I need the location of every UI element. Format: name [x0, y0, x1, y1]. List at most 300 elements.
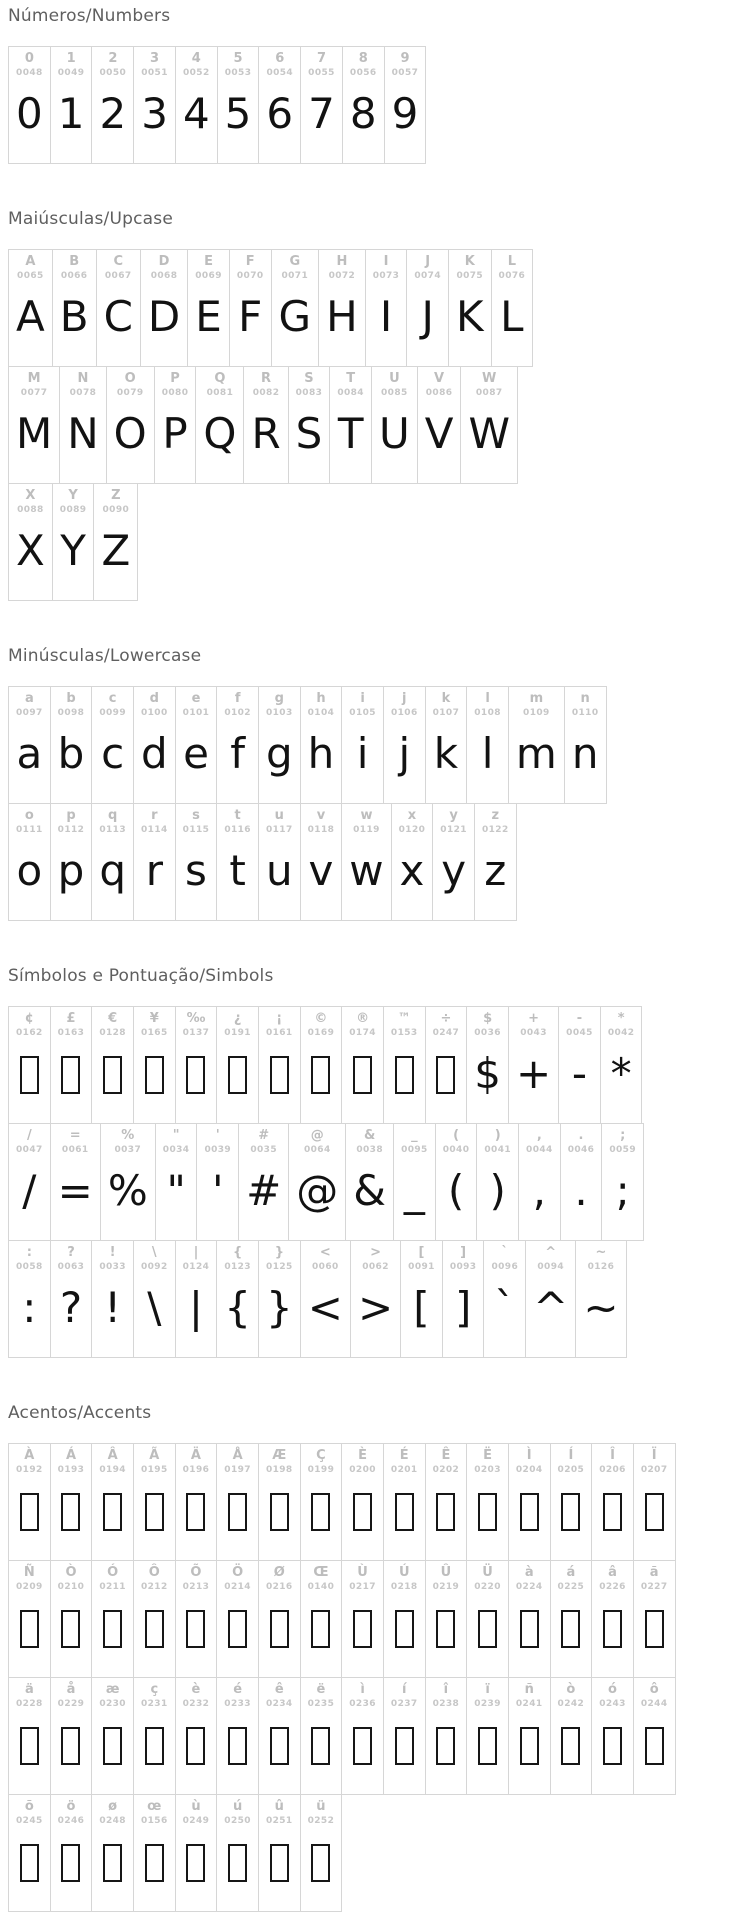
glyph-cell	[342, 46, 385, 164]
cell-glyph: L	[500, 291, 524, 341]
missing-glyph-box	[561, 1493, 580, 1531]
cell-glyph: p	[57, 845, 85, 895]
cell-ref-char: Ó	[107, 1565, 119, 1580]
missing-glyph-box	[311, 1056, 330, 1094]
cell-unicode: 0246	[57, 1816, 85, 1826]
section-lowercase	[8, 646, 722, 921]
cell-unicode: 0083	[295, 388, 323, 398]
cell-ref-char: (	[453, 1128, 460, 1143]
cell-ref-char: ô	[649, 1682, 659, 1697]
glyph-cell	[591, 1677, 634, 1795]
cell-glyph: Q	[203, 408, 237, 458]
cell-glyph: O	[113, 408, 147, 458]
cell-ref-char: £	[66, 1011, 76, 1026]
glyph-cell	[601, 1123, 644, 1241]
cell-glyph: =	[57, 1165, 93, 1215]
cell-glyph: f	[230, 728, 246, 778]
cell-ref-char: N	[77, 371, 89, 386]
glyph-cell	[175, 1794, 218, 1912]
glyph-cell	[575, 1240, 626, 1358]
glyph-cell	[300, 1794, 343, 1912]
cell-unicode: 0050	[99, 68, 127, 78]
cell-ref-char: ¿	[233, 1011, 242, 1026]
missing-glyph-box	[20, 1727, 39, 1765]
missing-glyph-box	[228, 1844, 247, 1882]
glyph-cell	[258, 1560, 301, 1678]
cell-ref-char: Ë	[483, 1448, 492, 1463]
glyph-row	[8, 1006, 722, 1124]
cell-unicode: 0046	[567, 1145, 595, 1155]
missing-glyph-box	[20, 1056, 39, 1094]
glyph-cell	[238, 1123, 289, 1241]
cell-ref-char: S	[304, 371, 314, 386]
glyph-cell	[600, 1006, 643, 1124]
cell-unicode: 0063	[57, 1262, 85, 1272]
cell-unicode: 0174	[349, 1028, 376, 1038]
cell-unicode: 0048	[16, 68, 43, 78]
glyph-cell	[491, 249, 534, 367]
cell-ref-char: ®	[356, 1011, 370, 1026]
cell-unicode: 0230	[99, 1699, 126, 1709]
cell-glyph: 3	[141, 88, 168, 138]
cell-ref-char: U	[389, 371, 400, 386]
cell-unicode: 0212	[140, 1582, 168, 1592]
cell-unicode: 0251	[265, 1816, 293, 1826]
cell-unicode: 0042	[607, 1028, 635, 1038]
glyph-cell	[345, 1123, 394, 1241]
glyph-row	[8, 1443, 722, 1561]
cell-ref-char: Ä	[190, 1448, 201, 1463]
cell-unicode: 0115	[182, 825, 210, 835]
glyph-cell	[8, 1240, 51, 1358]
cell-unicode: 0077	[20, 388, 48, 398]
glyph-cell	[140, 249, 188, 367]
cell-unicode: 0081	[206, 388, 234, 398]
glyph-cell	[258, 686, 301, 804]
cell-ref-char: Å	[232, 1448, 243, 1463]
glyph-row	[8, 803, 722, 921]
cell-unicode: 0242	[557, 1699, 585, 1709]
cell-ref-char: B	[69, 254, 80, 269]
missing-glyph-box	[353, 1727, 372, 1765]
glyph-cell	[425, 1677, 468, 1795]
missing-glyph-box	[103, 1727, 122, 1765]
glyph-cell	[258, 1240, 301, 1358]
cell-ref-char: p	[66, 808, 76, 823]
cell-ref-char: r	[151, 808, 158, 823]
glyph-cell	[558, 1006, 601, 1124]
cell-unicode: 0080	[161, 388, 189, 398]
glyph-row	[8, 1677, 722, 1795]
cell-ref-char: o	[24, 808, 34, 823]
glyph-table	[8, 46, 722, 164]
cell-unicode: 0086	[425, 388, 453, 398]
cell-unicode: 0082	[252, 388, 280, 398]
cell-ref-char: Ì	[526, 1448, 532, 1463]
glyph-cell	[50, 1240, 93, 1358]
cell-ref-char: I	[383, 254, 389, 269]
glyph-cell	[460, 366, 518, 484]
glyph-cell	[196, 1123, 239, 1241]
glyph-cell	[300, 1560, 343, 1678]
glyph-cell	[216, 1677, 259, 1795]
glyph-cell	[100, 1123, 156, 1241]
cell-glyph: H	[326, 291, 358, 341]
glyph-cell	[300, 686, 343, 804]
cell-glyph: ;	[615, 1165, 630, 1215]
cell-ref-char: ^	[545, 1245, 557, 1260]
cell-unicode: 0056	[349, 68, 377, 78]
glyph-cell	[91, 46, 134, 164]
cell-unicode: 0058	[16, 1262, 43, 1272]
cell-unicode: 0156	[140, 1816, 168, 1826]
cell-unicode: 0045	[566, 1028, 593, 1038]
cell-ref-char: &	[364, 1128, 376, 1143]
cell-glyph: j	[398, 728, 411, 778]
glyph-cell	[258, 1006, 301, 1124]
glyph-cell	[550, 1677, 593, 1795]
cell-glyph: <	[307, 1282, 343, 1332]
cell-glyph: b	[57, 728, 85, 778]
missing-glyph-box	[436, 1610, 455, 1648]
cell-unicode: 0037	[114, 1145, 142, 1155]
glyph-cell	[391, 803, 434, 921]
cell-glyph: U	[378, 408, 410, 458]
cell-unicode: 0094	[537, 1262, 565, 1272]
cell-ref-char: œ	[147, 1799, 162, 1814]
glyph-cell	[591, 1560, 634, 1678]
missing-glyph-box	[603, 1727, 622, 1765]
cell-glyph: D	[147, 291, 181, 341]
cell-unicode: 0052	[182, 68, 210, 78]
glyph-cell	[383, 1006, 426, 1124]
cell-ref-char: #	[258, 1128, 270, 1143]
cell-glyph: V	[424, 408, 454, 458]
cell-ref-char: !	[109, 1245, 116, 1260]
missing-glyph-box	[20, 1610, 39, 1648]
missing-glyph-box	[395, 1610, 414, 1648]
cell-unicode: 0047	[16, 1145, 43, 1155]
cell-unicode: 0075	[456, 271, 484, 281]
missing-glyph-box	[311, 1844, 330, 1882]
cell-unicode: 0235	[307, 1699, 335, 1709]
cell-unicode: 0213	[182, 1582, 210, 1592]
cell-unicode: 0103	[265, 708, 293, 718]
cell-ref-char: x	[407, 808, 417, 823]
glyph-row	[8, 249, 722, 367]
glyph-cell	[550, 1560, 593, 1678]
glyph-cell	[508, 1443, 551, 1561]
cell-unicode: 0248	[99, 1816, 126, 1826]
cell-glyph: s	[185, 845, 207, 895]
glyph-cell	[8, 686, 51, 804]
cell-unicode: 0210	[57, 1582, 85, 1592]
cell-unicode: 0201	[390, 1465, 418, 1475]
missing-glyph-box	[353, 1610, 372, 1648]
cell-ref-char: ú	[232, 1799, 243, 1814]
glyph-cell	[216, 1560, 259, 1678]
cell-unicode: 0153	[390, 1028, 418, 1038]
cell-ref-char: Ã	[149, 1448, 160, 1463]
cell-ref-char: õ	[24, 1799, 34, 1814]
cell-unicode: 0113	[99, 825, 126, 835]
cell-unicode: 0099	[99, 708, 126, 718]
glyph-cell	[96, 249, 141, 367]
cell-unicode: 0140	[307, 1582, 335, 1592]
glyph-cell	[448, 249, 492, 367]
section-upcase	[8, 209, 722, 601]
missing-glyph-box	[645, 1727, 664, 1765]
cell-unicode: 0204	[515, 1465, 543, 1475]
missing-glyph-box	[353, 1493, 372, 1531]
glyph-cell	[175, 1443, 218, 1561]
glyph-row	[8, 483, 722, 601]
glyph-cell	[243, 366, 288, 484]
cell-unicode: 0225	[557, 1582, 585, 1592]
glyph-cell	[483, 1240, 526, 1358]
cell-ref-char: ÷	[440, 1011, 452, 1026]
cell-glyph: e	[183, 728, 209, 778]
cell-glyph: [	[413, 1282, 430, 1332]
cell-ref-char: ‰	[186, 1011, 206, 1026]
glyph-cell	[175, 803, 218, 921]
glyph-cell	[8, 366, 60, 484]
glyph-cell	[133, 1006, 176, 1124]
glyph-cell	[329, 366, 372, 484]
missing-glyph-box	[228, 1493, 247, 1531]
cell-unicode: 0231	[140, 1699, 168, 1709]
missing-glyph-box	[520, 1610, 539, 1648]
cell-unicode: 0095	[401, 1145, 428, 1155]
cell-ref-char: n	[580, 691, 590, 706]
cell-ref-char: /	[26, 1128, 32, 1143]
cell-unicode: 0069	[195, 271, 222, 281]
cell-unicode: 0211	[99, 1582, 126, 1592]
glyph-cell	[91, 1240, 134, 1358]
cell-ref-char: k	[441, 691, 451, 706]
glyph-cell	[341, 1560, 384, 1678]
glyph-cell	[300, 46, 343, 164]
cell-glyph: u	[265, 845, 293, 895]
cell-ref-char: W	[482, 371, 497, 386]
cell-unicode: 0066	[60, 271, 88, 281]
glyph-cell	[258, 1794, 301, 1912]
glyph-cell	[591, 1443, 634, 1561]
cell-unicode: 0163	[57, 1028, 85, 1038]
cell-ref-char: ü	[316, 1799, 326, 1814]
cell-glyph: A	[16, 291, 45, 341]
cell-ref-char: ,	[536, 1128, 542, 1143]
cell-ref-char: `	[501, 1245, 509, 1260]
glyph-cell	[550, 1443, 593, 1561]
cell-glyph: G	[278, 291, 312, 341]
glyph-cell	[406, 249, 449, 367]
glyph-cell	[384, 46, 427, 164]
glyph-table	[8, 249, 722, 601]
cell-glyph: '	[211, 1165, 224, 1215]
missing-glyph-box	[270, 1493, 289, 1531]
cell-ref-char: ù	[191, 1799, 201, 1814]
cell-unicode: 0236	[349, 1699, 376, 1709]
cell-ref-char: F	[245, 254, 255, 269]
glyph-cell	[400, 1240, 443, 1358]
glyph-cell	[341, 1006, 384, 1124]
cell-ref-char: è	[191, 1682, 201, 1697]
cell-glyph: &	[353, 1165, 387, 1215]
cell-ref-char: b	[66, 691, 76, 706]
cell-unicode: 0055	[308, 68, 335, 78]
cell-ref-char: à	[524, 1565, 534, 1580]
section-title: Maiúsculas/Upcase	[8, 209, 173, 229]
cell-ref-char: ñ	[524, 1682, 534, 1697]
missing-glyph-box	[311, 1727, 330, 1765]
cell-glyph: t	[229, 845, 246, 895]
glyph-cell	[474, 803, 517, 921]
glyph-cell	[508, 1006, 559, 1124]
cell-glyph: w	[349, 845, 384, 895]
glyph-cell	[133, 46, 176, 164]
cell-unicode: 0124	[182, 1262, 210, 1272]
glyph-cell	[133, 686, 176, 804]
cell-glyph: E	[195, 291, 222, 341]
cell-ref-char: )	[494, 1128, 501, 1143]
cell-ref-char: 8	[358, 51, 368, 66]
cell-glyph: 2	[99, 88, 127, 138]
glyph-cell	[8, 803, 51, 921]
cell-unicode: 0114	[141, 825, 168, 835]
cell-ref-char: ~	[595, 1245, 607, 1260]
missing-glyph-box	[103, 1610, 122, 1648]
glyph-cell	[466, 1006, 509, 1124]
cell-unicode: 0195	[140, 1465, 168, 1475]
glyph-cell	[91, 686, 134, 804]
glyph-cell	[425, 1560, 468, 1678]
glyph-cell	[91, 1006, 134, 1124]
cell-ref-char: Y	[68, 488, 78, 503]
cell-ref-char: y	[449, 808, 458, 823]
cell-unicode: 0092	[140, 1262, 168, 1272]
missing-glyph-box	[20, 1493, 39, 1531]
cell-glyph: R	[251, 408, 281, 458]
cell-glyph: T	[337, 408, 364, 458]
cell-ref-char: ã	[649, 1565, 659, 1580]
cell-unicode: 0110	[571, 708, 599, 718]
cell-glyph: J	[421, 291, 434, 341]
glyph-cell	[91, 1443, 134, 1561]
cell-glyph: 9	[391, 88, 419, 138]
glyph-row	[8, 1794, 722, 1912]
cell-unicode: 0237	[390, 1699, 418, 1709]
glyph-cell	[91, 1794, 134, 1912]
cell-glyph: x	[399, 845, 425, 895]
cell-ref-char: -	[576, 1011, 583, 1026]
cell-glyph: -	[571, 1048, 588, 1098]
glyph-cell	[518, 1123, 561, 1241]
section-title: Símbolos e Pontuação/Simbols	[8, 966, 274, 986]
cell-ref-char: \	[151, 1245, 157, 1260]
cell-ref-char: Ü	[482, 1565, 493, 1580]
cell-ref-char: Ñ	[23, 1565, 35, 1580]
cell-unicode: 0091	[408, 1262, 435, 1272]
cell-unicode: 0085	[381, 388, 408, 398]
glyph-cell	[8, 1794, 51, 1912]
glyph-cell	[175, 1006, 218, 1124]
glyph-cell	[300, 1240, 351, 1358]
cell-ref-char: Ú	[398, 1565, 410, 1580]
cell-unicode: 0243	[599, 1699, 626, 1709]
cell-ref-char: C	[113, 254, 123, 269]
cell-unicode: 0044	[526, 1145, 553, 1155]
cell-ref-char: L	[507, 254, 517, 269]
cell-ref-char: ë	[316, 1682, 326, 1697]
cell-ref-char: Ò	[65, 1565, 77, 1580]
cell-glyph: S	[295, 408, 323, 458]
cell-unicode: 0106	[390, 708, 418, 718]
missing-glyph-box	[270, 1056, 289, 1094]
cell-ref-char: :	[26, 1245, 32, 1260]
glyph-cell	[50, 1006, 93, 1124]
cell-unicode: 0089	[59, 505, 87, 515]
cell-unicode: 0101	[182, 708, 210, 718]
cell-glyph: Y	[60, 525, 86, 575]
cell-unicode: 0078	[69, 388, 97, 398]
glyph-cell	[417, 366, 462, 484]
cell-ref-char: '	[215, 1128, 220, 1143]
cell-unicode: 0102	[224, 708, 251, 718]
missing-glyph-box	[145, 1844, 164, 1882]
cell-ref-char: ¥	[149, 1011, 159, 1026]
cell-ref-char: û	[274, 1799, 284, 1814]
cell-glyph: *	[610, 1048, 632, 1098]
cell-ref-char: q	[108, 808, 118, 823]
glyph-cell	[50, 686, 93, 804]
cell-ref-char: %	[121, 1128, 135, 1143]
cell-ref-char: K	[464, 254, 475, 269]
glyph-cell	[508, 1677, 551, 1795]
cell-unicode: 0238	[432, 1699, 460, 1709]
cell-unicode: 0088	[17, 505, 44, 515]
cell-glyph: d	[140, 728, 168, 778]
cell-unicode: 0232	[182, 1699, 210, 1709]
missing-glyph-box	[478, 1727, 497, 1765]
cell-unicode: 0079	[116, 388, 144, 398]
cell-unicode: 0034	[162, 1145, 190, 1155]
cell-glyph: .	[574, 1165, 588, 1215]
cell-ref-char: Z	[111, 488, 121, 503]
cell-unicode: 0137	[182, 1028, 210, 1038]
cell-unicode: 0118	[307, 825, 335, 835]
glyph-cell	[175, 1560, 218, 1678]
missing-glyph-box	[270, 1727, 289, 1765]
glyph-cell	[133, 1443, 176, 1561]
glyph-cell	[8, 249, 53, 367]
missing-glyph-box	[103, 1056, 122, 1094]
glyph-cell	[133, 1240, 176, 1358]
cell-unicode: 0202	[432, 1465, 460, 1475]
cell-ref-char: Q	[214, 371, 226, 386]
cell-glyph: %	[107, 1165, 148, 1215]
cell-ref-char: $	[483, 1011, 493, 1026]
cell-unicode: 0098	[57, 708, 85, 718]
cell-glyph: 1	[57, 88, 85, 138]
glyph-cell	[258, 803, 301, 921]
glyph-cell	[633, 1677, 676, 1795]
glyph-cell	[393, 1123, 436, 1241]
cell-ref-char: ó	[608, 1682, 617, 1697]
missing-glyph-box	[603, 1610, 622, 1648]
cell-ref-char: ]	[460, 1245, 467, 1260]
missing-glyph-box	[478, 1493, 497, 1531]
